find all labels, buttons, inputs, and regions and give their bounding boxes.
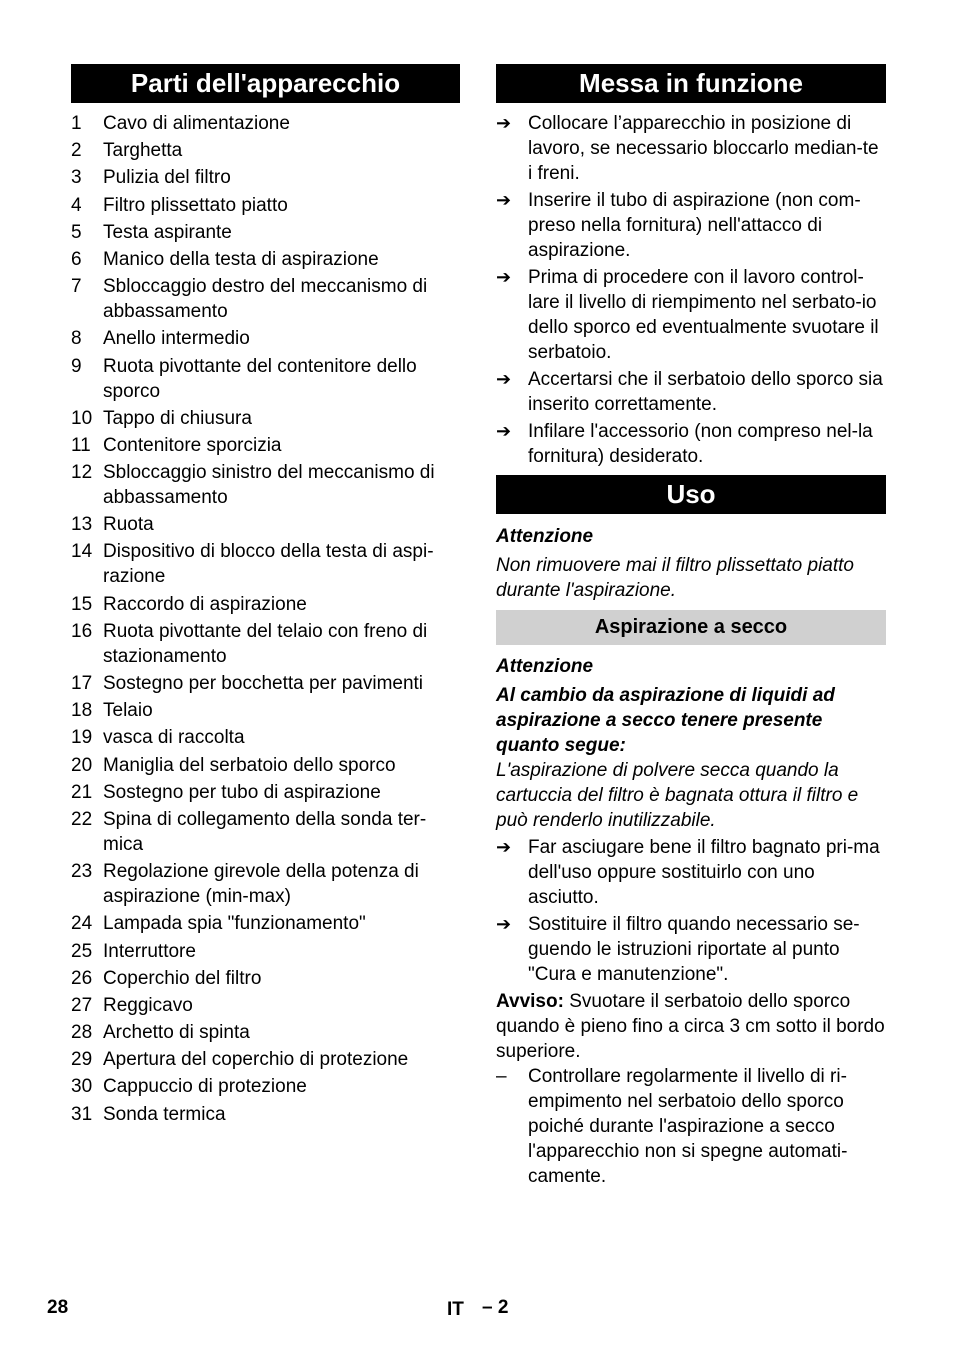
part-number: 3 bbox=[71, 167, 82, 189]
part-label: Sostegno per bocchetta per pavimenti bbox=[103, 673, 424, 694]
parts-list-item bbox=[71, 592, 460, 617]
part-label: Sbloccaggio destro del meccanismo di abbassamento bbox=[103, 276, 428, 323]
part-number: 17 bbox=[71, 673, 93, 694]
part-label: Testa aspirante bbox=[103, 221, 232, 243]
part-number: 23 bbox=[71, 861, 93, 883]
attention-text-2: L'aspirazione di polvere secca quando la cartuccia del filtro è bagnata ottura il filtro e può renderlo inutilizzabile. bbox=[496, 760, 859, 831]
step-text: Accertarsi che il serbatoio dello sporco sia inserito correttamente. bbox=[528, 369, 883, 415]
parts-list-item bbox=[71, 539, 460, 589]
parts-list-item bbox=[71, 512, 460, 537]
part-number: 25 bbox=[71, 940, 93, 962]
step-item bbox=[496, 111, 886, 186]
dash-icon: – bbox=[496, 1066, 507, 1087]
step-item bbox=[496, 419, 886, 469]
part-number: 15 bbox=[71, 593, 93, 615]
arrow-right-icon: ➔ bbox=[496, 369, 512, 389]
attention-bold-text: Al cambio da aspirazione di liquidi ad aspirazione a secco tenere presente quanto segue: bbox=[496, 685, 835, 756]
list-item bbox=[496, 1064, 886, 1189]
dash-item-text: Controllare regolarmente il livello di ri-empimento nel serbatoio dello sporco poiché durante l'aspirazione a secco l'apparecchio non si spegne automati-camente. bbox=[528, 1066, 848, 1187]
step-item bbox=[496, 367, 886, 417]
part-number: 22 bbox=[71, 808, 93, 830]
part-number: 7 bbox=[71, 276, 82, 298]
part-number: 18 bbox=[71, 700, 93, 722]
step-text: Sostituire il filtro quando necessario se-guendo le istruzioni riportate al punto "Cura e manutenzione". bbox=[528, 914, 860, 985]
part-label: Ruota pivottante del contenitore dello sporco bbox=[103, 355, 417, 402]
step-text: Far asciugare bene il filtro bagnato pri-ma dell'uso oppure sostituirlo con uno asciutto. bbox=[528, 837, 880, 908]
part-label: Apertura del coperchio di protezione bbox=[103, 1049, 409, 1071]
language-code: IT bbox=[447, 1299, 464, 1320]
step-text: Collocare l’apparecchio in posizione di lavoro, se necessario bloccarlo median-te i freni. bbox=[528, 113, 879, 184]
parts-list-item bbox=[71, 939, 460, 964]
part-number: 1 bbox=[71, 113, 82, 134]
arrow-right-icon: ➔ bbox=[496, 837, 512, 857]
part-number: 10 bbox=[71, 407, 93, 429]
part-label: Tappo di chiusura bbox=[103, 407, 252, 429]
right-column bbox=[496, 64, 886, 1191]
notice-label: Avviso: bbox=[496, 991, 564, 1012]
parts-list-item bbox=[71, 993, 460, 1018]
parts-list-item bbox=[71, 406, 460, 431]
part-label: Spina di collegamento della sonda ter-mica bbox=[103, 808, 427, 855]
dry-steps-list bbox=[496, 835, 886, 987]
part-label: vasca di raccolta bbox=[103, 727, 245, 749]
parts-list bbox=[71, 111, 460, 1127]
part-number: 31 bbox=[71, 1103, 93, 1125]
part-label: Contenitore sporcizia bbox=[103, 434, 282, 456]
parts-list-item bbox=[71, 138, 460, 163]
step-text: Infilare l'accessorio (non compreso nel-la fornitura) desiderato. bbox=[528, 421, 873, 467]
parts-list-item bbox=[71, 725, 460, 750]
parts-list-item bbox=[71, 165, 460, 190]
part-number: 13 bbox=[71, 514, 93, 536]
attention-label: Attenzione bbox=[496, 526, 594, 547]
part-label: Cappuccio di protezione bbox=[103, 1076, 307, 1098]
parts-list-item bbox=[71, 911, 460, 936]
notice-text: Svuotare il serbatoio dello sporco quando è pieno fino a circa 3 cm sotto il bordo superiore. bbox=[496, 991, 885, 1062]
arrow-right-icon: ➔ bbox=[496, 190, 512, 210]
part-label: Interruttore bbox=[103, 940, 196, 962]
part-number: 4 bbox=[71, 194, 82, 216]
part-label: Raccordo di aspirazione bbox=[103, 593, 307, 615]
parts-list-item bbox=[71, 354, 460, 404]
arrow-right-icon: ➔ bbox=[496, 421, 512, 441]
parts-list-item bbox=[71, 671, 460, 696]
dash-list bbox=[496, 1064, 886, 1189]
parts-list-item bbox=[71, 753, 460, 778]
parts-list-item bbox=[71, 1020, 460, 1045]
part-number: 14 bbox=[71, 541, 93, 563]
part-number: 8 bbox=[71, 328, 82, 350]
parts-list-item bbox=[71, 966, 460, 991]
part-number: 29 bbox=[71, 1049, 93, 1071]
parts-list-item bbox=[71, 1102, 460, 1127]
parts-list-item bbox=[71, 193, 460, 218]
part-number: 19 bbox=[71, 727, 93, 749]
arrow-right-icon: ➔ bbox=[496, 267, 512, 287]
part-number: 28 bbox=[71, 1022, 93, 1044]
parts-list-item bbox=[71, 111, 460, 136]
attention-text: Non rimuovere mai il filtro plissettato piatto durante l'aspirazione. bbox=[496, 555, 854, 601]
part-label: Ruota bbox=[103, 514, 154, 536]
parts-list-item bbox=[71, 274, 460, 324]
part-label: Coperchio del filtro bbox=[103, 967, 262, 989]
part-number: 5 bbox=[71, 221, 82, 243]
arrow-right-icon: ➔ bbox=[496, 914, 512, 934]
part-label: Sbloccaggio sinistro del meccanismo di abbassamento bbox=[103, 462, 435, 509]
part-number: 9 bbox=[71, 355, 82, 377]
part-number: 16 bbox=[71, 620, 93, 642]
part-label: Reggicavo bbox=[103, 994, 193, 1016]
part-number: 11 bbox=[71, 434, 91, 456]
part-label: Pulizia del filtro bbox=[103, 167, 231, 189]
parts-list-item bbox=[71, 220, 460, 245]
part-number: 24 bbox=[71, 913, 93, 935]
page-number: 28 bbox=[47, 1297, 69, 1318]
left-column bbox=[71, 64, 460, 1129]
start-heading: Messa in funzione bbox=[496, 64, 886, 103]
part-label: Dispositivo di blocco della testa di aspi-razione bbox=[103, 541, 434, 588]
part-label: Maniglia del serbatoio dello sporco bbox=[103, 754, 396, 776]
step-item bbox=[496, 265, 886, 365]
part-number: 6 bbox=[71, 248, 82, 270]
step-item bbox=[496, 912, 886, 987]
parts-list-item bbox=[71, 698, 460, 723]
part-label: Targhetta bbox=[103, 140, 183, 162]
parts-list-item bbox=[71, 1047, 460, 1072]
attention-label-2: Attenzione bbox=[496, 656, 594, 677]
part-number: 21 bbox=[71, 781, 93, 803]
parts-list-item bbox=[71, 859, 460, 909]
part-label: Telaio bbox=[103, 700, 153, 722]
step-item bbox=[496, 835, 886, 910]
part-number: 12 bbox=[71, 462, 93, 484]
part-label: Lampada spia "funzionamento" bbox=[103, 913, 366, 935]
part-label: Cavo di alimentazione bbox=[103, 113, 290, 134]
part-label: Manico della testa di aspirazione bbox=[103, 248, 379, 270]
use-heading: Uso bbox=[496, 475, 886, 514]
sub-page-number: – 2 bbox=[482, 1297, 509, 1318]
arrow-right-icon: ➔ bbox=[496, 113, 512, 133]
part-number: 27 bbox=[71, 994, 93, 1016]
part-label: Regolazione girevole della potenza di aspirazione (min-max) bbox=[103, 861, 419, 908]
parts-heading: Parti dell'apparecchio bbox=[71, 64, 460, 103]
part-label: Sostegno per tubo di aspirazione bbox=[103, 781, 381, 803]
part-label: Sonda termica bbox=[103, 1103, 226, 1125]
parts-list-item bbox=[71, 780, 460, 805]
dry-suction-heading: Aspirazione a secco bbox=[496, 610, 886, 645]
part-number: 26 bbox=[71, 967, 93, 989]
notice-paragraph bbox=[496, 989, 886, 1064]
parts-list-item bbox=[71, 247, 460, 272]
parts-list-item bbox=[71, 619, 460, 669]
part-number: 30 bbox=[71, 1076, 93, 1098]
parts-list-item bbox=[71, 326, 460, 351]
part-label: Archetto di spinta bbox=[103, 1022, 250, 1044]
step-item bbox=[496, 188, 886, 263]
part-label: Filtro plissettato piatto bbox=[103, 194, 288, 216]
part-label: Ruota pivottante del telaio con freno di stazionamento bbox=[103, 620, 428, 667]
parts-list-item bbox=[71, 1074, 460, 1099]
step-text: Prima di procedere con il lavoro control-lare il livello di riempimento nel serbato-io dello sporco ed eventualmente svuotare il serbatoio. bbox=[528, 267, 879, 363]
parts-list-item bbox=[71, 433, 460, 458]
part-number: 20 bbox=[71, 754, 93, 776]
start-steps-list bbox=[496, 111, 886, 469]
parts-list-item bbox=[71, 460, 460, 510]
step-text: Inserire il tubo di aspirazione (non com-preso nella fornitura) nell'attacco di aspirazione. bbox=[528, 190, 861, 261]
part-number: 2 bbox=[71, 140, 82, 162]
part-label: Anello intermedio bbox=[103, 328, 250, 350]
parts-list-item bbox=[71, 807, 460, 857]
